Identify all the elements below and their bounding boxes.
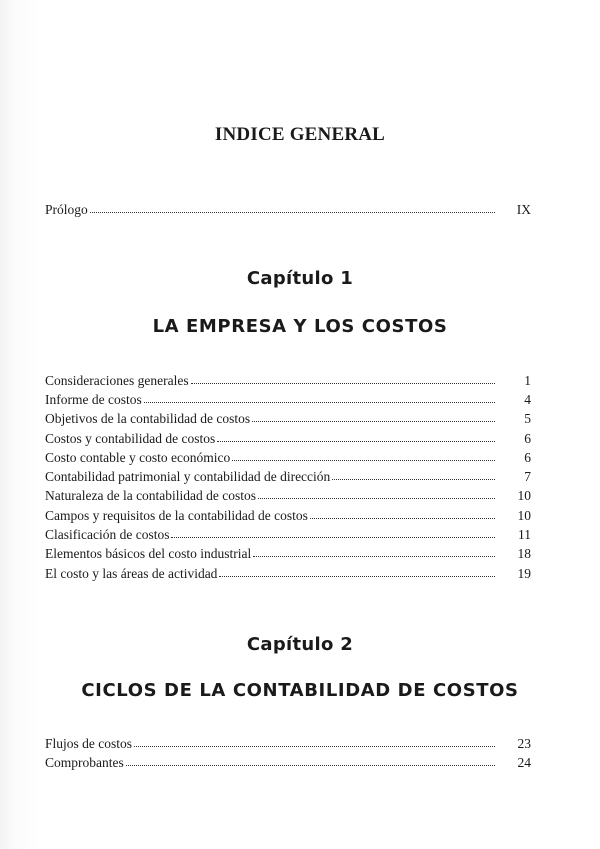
toc-entry-label: Elementos básicos del costo industrial — [45, 546, 252, 561]
toc-entry-label: Costos y contabilidad de costos — [45, 431, 216, 446]
toc-entry-label: Contabilidad patrimonial y contabilidad de dirección — [45, 469, 331, 484]
chapter-1-label: Capítulo 1 — [246, 268, 354, 289]
toc-entry-label: Naturaleza de la contabilidad de costos — [45, 488, 257, 503]
toc-entry-page: IX — [516, 202, 531, 217]
toc-entry-page: 4 — [524, 392, 531, 407]
toc-entry — [45, 545, 531, 563]
toc-entry-label: Objetivos de la contabilidad de costos — [45, 411, 251, 426]
dot-leader — [252, 411, 495, 423]
toc-entry-label: Consideraciones generales — [45, 373, 189, 388]
toc-entry-page: 11 — [518, 527, 531, 542]
toc-entry-prologue — [45, 201, 531, 219]
dot-leader — [310, 508, 495, 520]
toc-entry-label: Prólogo — [45, 202, 88, 217]
toc-entry — [45, 449, 531, 467]
dot-leader — [232, 450, 495, 462]
toc-entry-page: 18 — [517, 546, 531, 561]
toc-entry — [45, 507, 531, 525]
dot-leader — [144, 392, 495, 404]
toc-entry — [45, 391, 531, 409]
dot-leader — [90, 202, 495, 214]
dot-leader — [126, 755, 495, 767]
toc-entry — [45, 468, 531, 486]
toc-entry — [45, 565, 531, 583]
toc-entry-label: Campos y requisitos de la contabilidad de costos — [45, 508, 308, 523]
toc-entry-label: Clasificación de costos — [45, 527, 170, 542]
toc-entry-label: El costo y las áreas de actividad — [45, 566, 218, 581]
toc-entry-page: 24 — [517, 755, 531, 770]
dot-leader — [217, 431, 495, 443]
toc-entry — [45, 526, 531, 544]
toc-entry-label: Flujos de costos — [45, 736, 133, 751]
toc-entry — [45, 754, 531, 772]
dot-leader — [258, 488, 495, 500]
toc-entry-page: 19 — [517, 566, 531, 581]
chapter-2-label: Capítulo 2 — [246, 634, 354, 655]
toc-entry — [45, 735, 531, 753]
toc-entry-page: 5 — [524, 411, 531, 426]
dot-leader — [134, 736, 495, 748]
dot-leader — [191, 373, 495, 385]
toc-entry — [45, 487, 531, 505]
page-title: INDICE GENERAL — [214, 124, 386, 145]
chapter-1-title: LA EMPRESA Y LOS COSTOS — [152, 316, 448, 337]
toc-entry-page: 7 — [524, 469, 531, 484]
toc-entry-page: 10 — [517, 488, 531, 503]
dot-leader — [219, 566, 495, 578]
toc-entry-label: Comprobantes — [45, 755, 124, 770]
toc-entry-page: 6 — [524, 431, 531, 446]
toc-entry — [45, 430, 531, 448]
toc-entry-page: 1 — [524, 373, 531, 388]
toc-entry — [45, 372, 531, 390]
toc-entry-page: 6 — [524, 450, 531, 465]
toc-entry-page: 10 — [517, 508, 531, 523]
chapter-2-title: CICLOS DE LA CONTABILIDAD DE COSTOS — [81, 680, 519, 701]
dot-leader — [253, 546, 495, 558]
dot-leader — [332, 469, 495, 481]
toc-entry-page: 23 — [517, 736, 531, 751]
dot-leader — [171, 527, 495, 539]
toc-entry-label: Informe de costos — [45, 392, 142, 407]
toc-entry — [45, 410, 531, 428]
toc-entry-label: Costo contable y costo económico — [45, 450, 231, 465]
